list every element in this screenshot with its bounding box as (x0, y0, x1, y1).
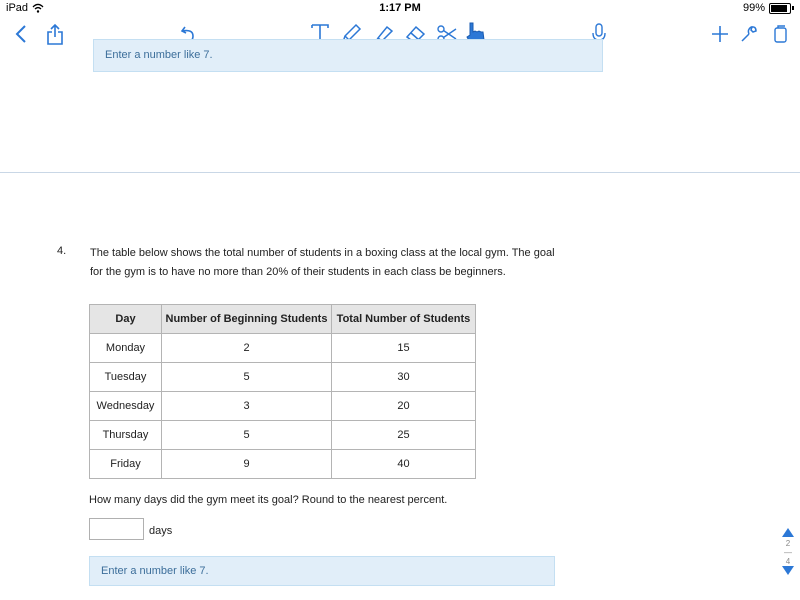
status-time: 1:17 PM (379, 2, 421, 14)
table-cell: 20 (332, 392, 476, 421)
section-divider (0, 172, 800, 173)
table-row (90, 334, 476, 363)
table-cell: 9 (162, 450, 332, 479)
share-icon[interactable] (42, 20, 68, 48)
table-cell: 30 (332, 363, 476, 392)
data-table (89, 304, 476, 479)
table-header: Total Number of Students (332, 305, 476, 334)
table-cell: 25 (332, 421, 476, 450)
battery-percent: 99% (742, 2, 765, 14)
table-row (90, 392, 476, 421)
table-row (90, 450, 476, 479)
status-right (743, 2, 794, 14)
table-cell: 5 (162, 421, 332, 450)
add-icon[interactable] (709, 20, 731, 48)
current-page: 2 (785, 539, 791, 548)
table-cell: Wednesday (90, 392, 162, 421)
table-header: Number of Beginning Students (162, 305, 332, 334)
question-number: 4. (57, 245, 67, 257)
table-cell: 2 (162, 334, 332, 363)
table-cell: 5 (162, 363, 332, 392)
question-text: The table below shows the total number of students in a boxing class at the local gym. The goal for the gym is to have no more than 20% of their students in each class be beginners. (90, 247, 555, 278)
table-cell: 40 (332, 450, 476, 479)
table-row (90, 421, 476, 450)
table-header-row (90, 305, 476, 334)
wrench-icon[interactable] (737, 20, 761, 48)
hint-text: Enter a number like 7. (101, 565, 209, 577)
table-cell: Monday (90, 334, 162, 363)
previous-hint-text: Enter a number like 7. (105, 49, 213, 61)
status-bar (0, 0, 800, 16)
table-cell: 3 (162, 392, 332, 421)
table-row (90, 363, 476, 392)
page-down-icon[interactable] (782, 566, 794, 575)
question-prompt: How many days did the gym meet its goal? Round to the nearest percent. (89, 494, 448, 506)
table-cell: Tuesday (90, 363, 162, 392)
device-name: iPad (6, 2, 29, 14)
hint-box (89, 556, 555, 586)
answer-input[interactable] (89, 518, 144, 540)
table-cell: Friday (90, 450, 162, 479)
previous-hint-box (93, 39, 603, 72)
answer-unit-label: days (149, 525, 173, 537)
copy-icon[interactable] (769, 20, 791, 48)
table-cell: 15 (332, 334, 476, 363)
table-cell: Thursday (90, 421, 162, 450)
page-up-icon[interactable] (782, 528, 794, 537)
battery-icon (769, 3, 791, 14)
table-header: Day (90, 305, 162, 334)
total-pages: 4 (785, 557, 791, 566)
page-navigator: 2 — 4 (782, 528, 794, 577)
back-icon[interactable] (10, 20, 32, 48)
